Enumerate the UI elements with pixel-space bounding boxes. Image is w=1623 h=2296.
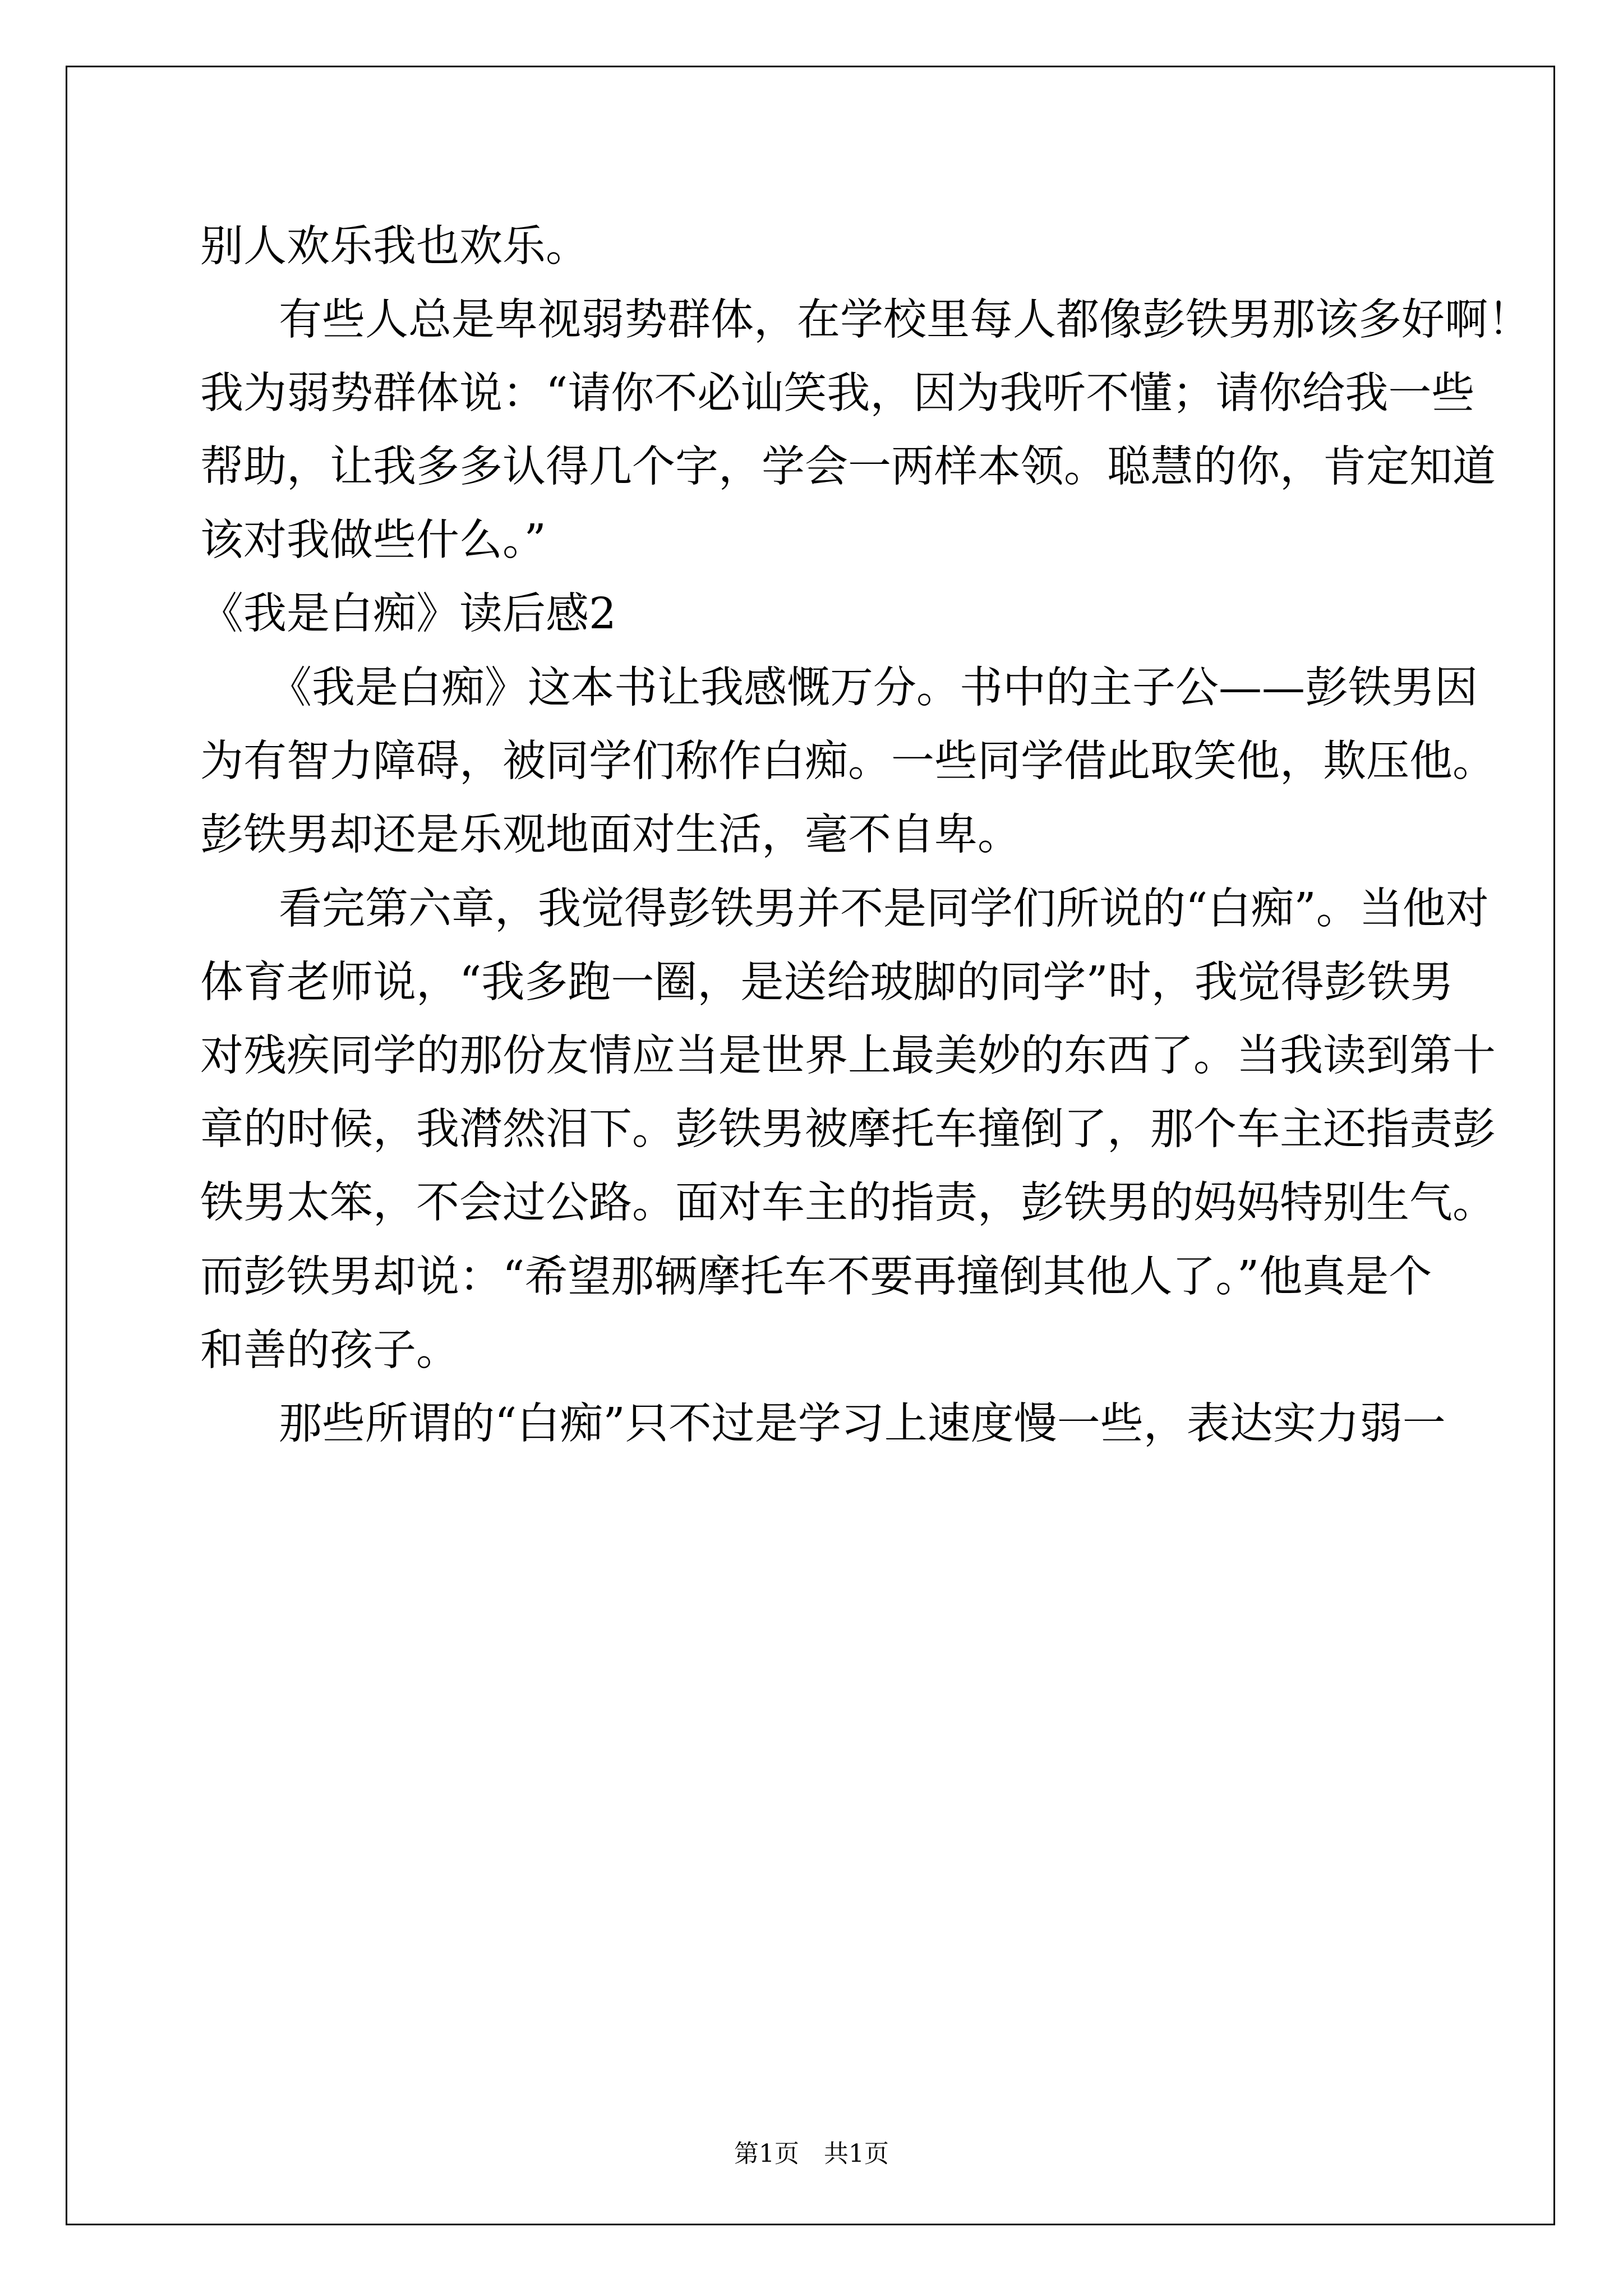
body-line-17: 那些所谓的“白痴”只不过是学习上速度慢一些，表达实力弱一 <box>279 1399 1446 1449</box>
body-line-9: 彭铁男却还是乐观地面对生活，毫不自卑。 <box>200 810 1021 860</box>
body-line-13: 章的时候，我潸然泪下。彭铁男被摩托车撞倒了，那个车主还指责彭 <box>200 1105 1496 1154</box>
body-line-16: 和善的孩子。 <box>200 1326 459 1375</box>
body-line-5: 该对我做些什么。” <box>200 516 546 565</box>
body-line-10: 看完第六章，我觉得彭铁男并不是同学们所说的“白痴”。当他对 <box>279 884 1489 934</box>
body-line-15: 而彭铁男却说：“希望那辆摩托车不要再撞倒其他人了。”他真是个 <box>200 1252 1432 1302</box>
body-line-3: 我为弱势群体说：“请你不必讪笑我，因为我听不懂；请你给我一些 <box>200 369 1475 418</box>
page-footer: 第1页 共1页 <box>734 2139 889 2168</box>
section-heading: 《我是白痴》读后感2 <box>200 589 616 639</box>
body-line-8: 为有智力障碍，被同学们称作白痴。一些同学借此取笑他，欺压他。 <box>200 737 1496 786</box>
body-line-11: 体育老师说，“我多跑一圈，是送给玻脚的同学”时，我觉得彭铁男 <box>200 958 1454 1007</box>
body-line-4: 帮助，让我多多认得几个字，学会一两样本领。聪慧的你，肯定知道 <box>200 442 1496 492</box>
body-line-1: 别人欢乐我也欢乐。 <box>200 222 589 272</box>
body-line-14: 铁男太笨，不会过公路。面对车主的指责，彭铁男的妈妈特别生气。 <box>200 1178 1496 1228</box>
body-line-12: 对残疾同学的那份友情应当是世界上最美妙的东西了。当我读到第十 <box>200 1031 1496 1081</box>
body-line-2: 有些人总是卑视弱势群体，在学校里每人都像彭铁男那该多好啊！ <box>279 295 1531 345</box>
body-line-7: 《我是白痴》这本书让我感慨万分。书中的主子公——彭铁男因 <box>269 663 1478 713</box>
